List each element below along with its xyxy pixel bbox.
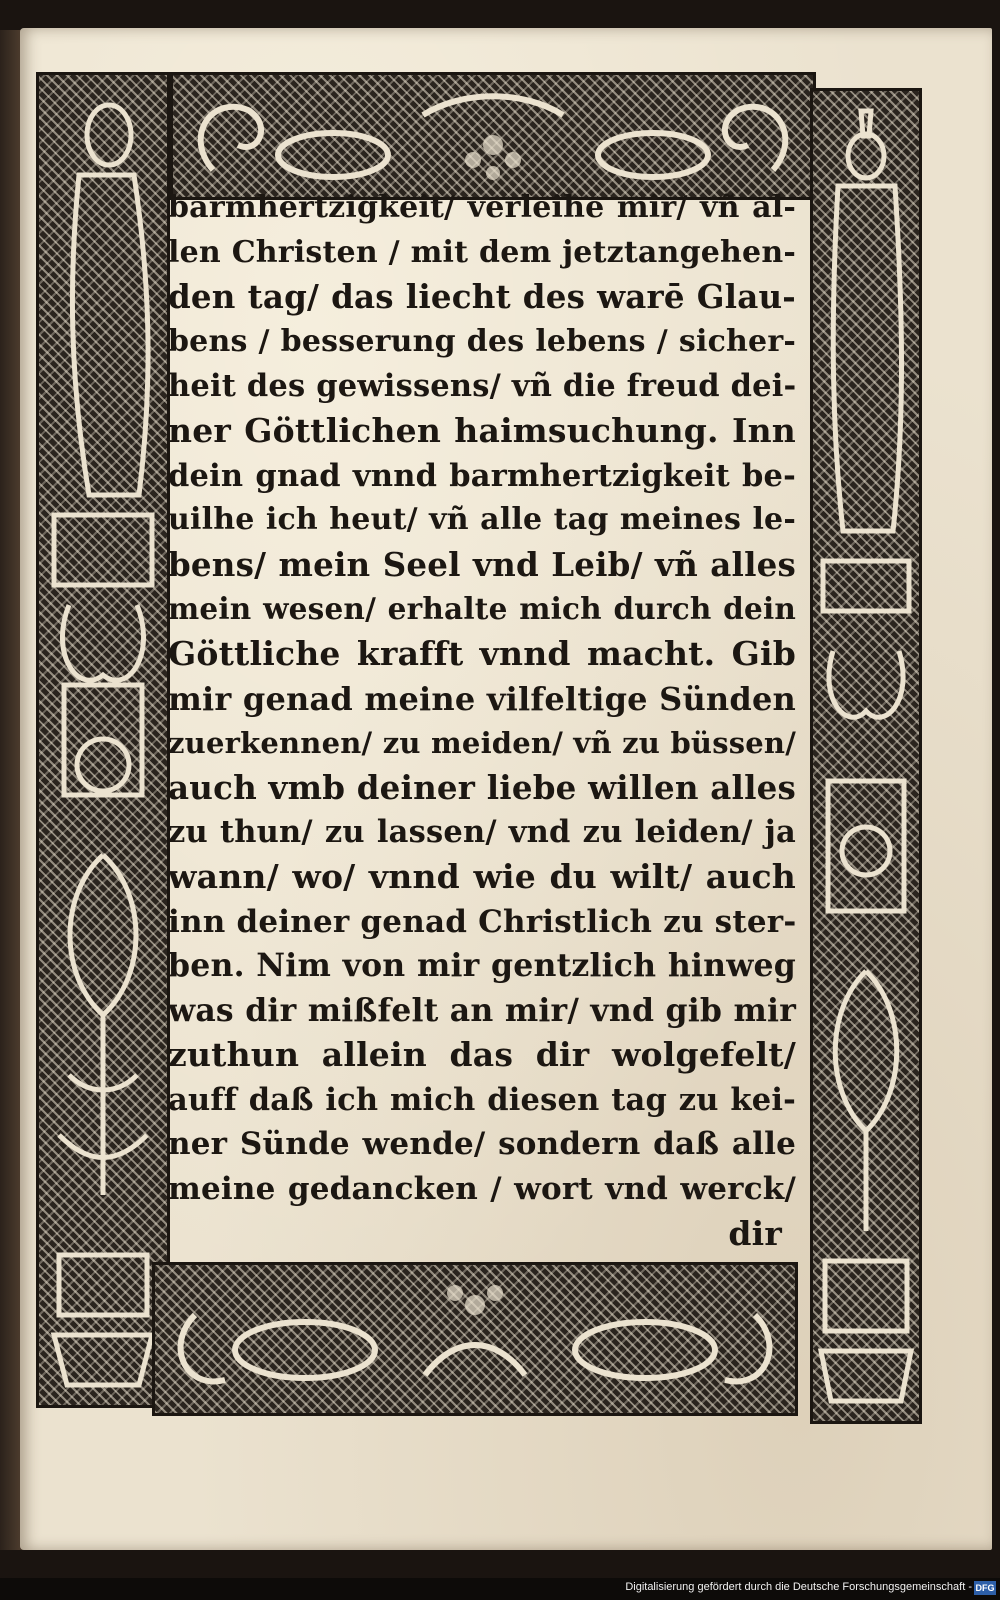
text-line: zuerkennen/ zu meiden/ vñ zu büssen/ [168, 726, 796, 761]
text-line: inn deiner genad Christlich zu ster- [168, 903, 797, 940]
text-line: ner Göttlichen haimsuchung. Inn [168, 410, 796, 450]
dfg-logo-icon: DFG [975, 1583, 995, 1593]
text-line: wann/ wo/ vnnd wie du wilt/ auch [168, 856, 796, 896]
text-line: mir genad meine vilfeltige Sünden [168, 679, 796, 718]
text-line: den tag/ das liecht des warē Glau- [168, 277, 796, 317]
text-line: barmhertzigkeit/ verleihe mir/ vñ al- [168, 190, 796, 225]
text-line: bens/ mein Seel vnd Leib/ vñ alles [168, 544, 796, 584]
woodcut-border-left [36, 72, 170, 1408]
woodcut-border-right [810, 88, 922, 1424]
text-line: uilhe ich heut/ vñ alle tag meines le- [168, 502, 796, 538]
text-line: zuthun allein das dir wolgefelt/ [168, 1035, 796, 1075]
text-line: dein gnad vnnd barmhertzigkeit be- [168, 457, 796, 494]
woodcut-border-top [170, 72, 816, 200]
text-line: heit des gewissens/ vñ die freud dei- [168, 368, 797, 405]
text-line: was dir mißfelt an mir/ vnd gib mir [168, 991, 796, 1029]
catchword: dir [728, 1213, 782, 1253]
footer-credit: Digitalisierung gefördert durch die Deutsche Forschungsgemeinschaft - [625, 1581, 972, 1593]
text-line: len Christen / mit dem jetztangehen- [168, 234, 796, 270]
text-line: ner Sünde wende/ sondern daß alle [168, 1126, 796, 1163]
woodcut-border-bottom [152, 1262, 798, 1416]
text-block [168, 186, 796, 1266]
text-line: bens / besserung des lebens / sicher- [168, 323, 796, 359]
text-line: zu thun/ zu lassen/ vnd zu leiden/ ja [168, 814, 796, 851]
text-line: mein wesen/ erhalte mich durch dein [168, 591, 796, 627]
text-line: meine gedancken / wort vnd werck/ [168, 1171, 796, 1208]
footer-bar [0, 1578, 1000, 1600]
text-line: auch vmb deiner liebe willen alles [168, 767, 796, 807]
text-line: ben. Nim von mir gentzlich hinweg [168, 947, 796, 985]
text-line: auff daß ich mich diesen tag zu kei- [168, 1081, 796, 1118]
text-line: Göttliche krafft vnnd macht. Gib [168, 633, 796, 673]
